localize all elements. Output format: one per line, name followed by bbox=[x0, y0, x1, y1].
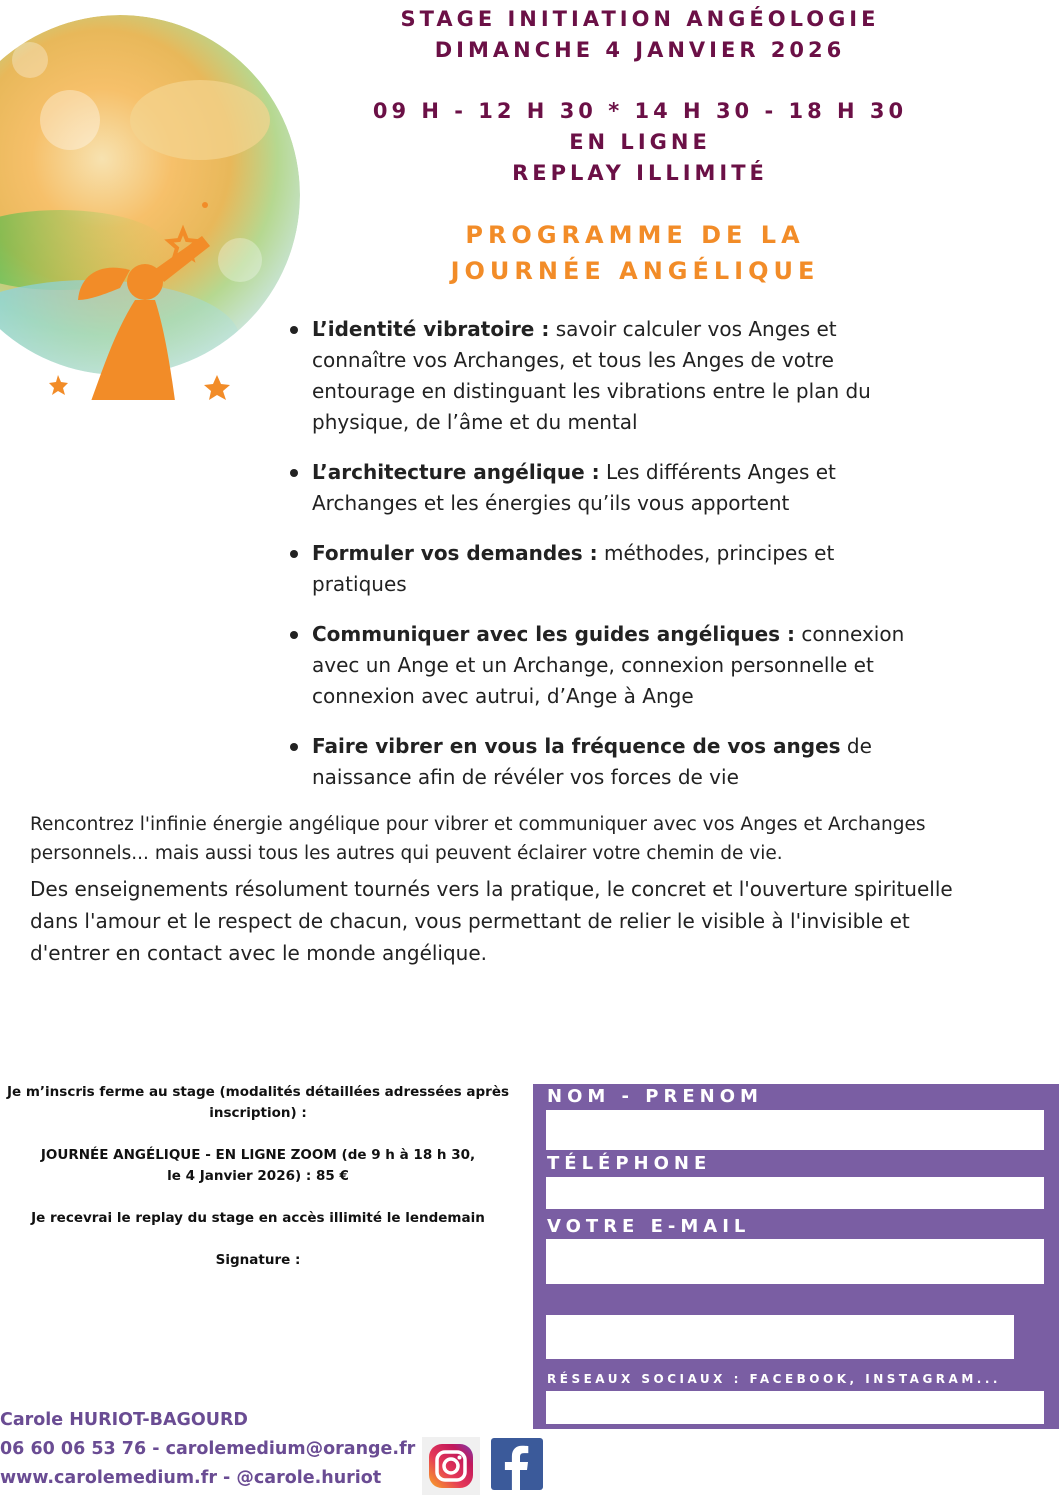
program-title-line1: PROGRAMME DE LA bbox=[465, 221, 805, 249]
event-hours: 09 H - 12 H 30 * 14 H 30 - 18 H 30 bbox=[372, 99, 908, 123]
registration-offer bbox=[0, 1145, 516, 1187]
facebook-icon[interactable] bbox=[491, 1438, 543, 1490]
contact-footer bbox=[0, 1406, 415, 1493]
signature-label: Signature : bbox=[215, 1252, 301, 1268]
registration-form bbox=[533, 1084, 1059, 1429]
list-item-text: savoir calculer vos Anges et connaître vos Archanges, et tous les Anges de votre entourage en distinguant les vibrations entre le plan du physique, de l’âme et du mental bbox=[312, 317, 871, 434]
contact-phone-email: 06 60 06 53 76 - carolemedium@orange.fr bbox=[0, 1439, 416, 1459]
phone-input[interactable] bbox=[546, 1177, 1044, 1209]
event-date: DIMANCHE 4 JANVIER 2026 bbox=[434, 38, 846, 62]
list-item-text: de naissance afin de révéler vos forces de vie bbox=[312, 734, 872, 789]
list-item bbox=[286, 457, 926, 519]
registration-offer-line2: le 4 Janvier 2026) : 85 € bbox=[167, 1168, 349, 1184]
list-item-bold: Formuler vos demandes : bbox=[312, 541, 598, 565]
social-input[interactable] bbox=[546, 1391, 1044, 1424]
intro-paragraph-2: Des enseignements résolument tournés vers la pratique, le concret et l'ouverture spirituelle dans l'amour et le respect de chacun, vous permettant de relier le visible à l'invisible et d'entrer en contact avec le monde angélique. bbox=[30, 877, 953, 965]
registration-offer-line1: JOURNÉE ANGÉLIQUE - EN LIGNE ZOOM (de 9 h à 18 h 30, bbox=[40, 1147, 476, 1163]
email-label: VOTRE E-MAIL bbox=[547, 1216, 751, 1237]
phone-label: TÉLÉPHONE bbox=[547, 1153, 712, 1174]
social-label: RÉSEAUX SOCIAUX : FACEBOOK, INSTAGRAM... bbox=[547, 1372, 1001, 1386]
event-replay: REPLAY ILLIMITÉ bbox=[512, 161, 768, 185]
list-item-bold: Faire vibrer en vous la fréquence de vos anges bbox=[312, 734, 841, 758]
instagram-icon[interactable] bbox=[422, 1437, 480, 1495]
program-title-line2: JOURNÉE ANGÉLIQUE bbox=[450, 257, 820, 285]
list-item-bold: Communiquer avec les guides angéliques : bbox=[312, 622, 796, 646]
name-label: NOM - PRENOM bbox=[547, 1086, 763, 1107]
extra-input[interactable] bbox=[546, 1315, 1014, 1359]
name-input[interactable] bbox=[546, 1110, 1044, 1150]
list-item bbox=[286, 538, 926, 600]
event-location: EN LIGNE bbox=[569, 130, 711, 154]
registration-replay: Je recevrai le replay du stage en accès illimité le lendemain bbox=[31, 1210, 485, 1226]
event-header bbox=[300, 4, 980, 189]
list-item-text: connexion avec un Ange et un Archange, connexion personnelle et connexion avec autrui, d’Ange à Ange bbox=[312, 622, 905, 708]
program-title bbox=[300, 217, 970, 289]
contact-web: www.carolemedium.fr - @carole.huriot bbox=[0, 1468, 382, 1488]
registration-intro: Je m’inscris ferme au stage (modalités détaillées adressées après inscription) : bbox=[6, 1084, 510, 1121]
angel-orb-illustration bbox=[0, 0, 300, 400]
list-item bbox=[286, 731, 926, 793]
list-item-bold: L’identité vibratoire : bbox=[312, 317, 550, 341]
contact-name: Carole HURIOT-BAGOURD bbox=[0, 1410, 248, 1430]
list-item bbox=[286, 619, 926, 712]
list-item-bold: L’architecture angélique : bbox=[312, 460, 600, 484]
registration-block bbox=[0, 1082, 516, 1292]
event-title: STAGE INITIATION ANGÉOLOGIE bbox=[400, 7, 880, 31]
angel-orb-image bbox=[0, 0, 300, 400]
list-item bbox=[286, 314, 926, 438]
list-item-text: Les différents Anges et Archanges et les énergies qu’ils vous apportent bbox=[312, 460, 836, 515]
list-item-text: méthodes, principes et pratiques bbox=[312, 541, 835, 596]
email-input[interactable] bbox=[546, 1239, 1044, 1284]
program-list bbox=[286, 314, 926, 812]
intro-paragraph-1: Rencontrez l'infinie énergie angélique pour vibrer et communiquer avec vos Anges et Archanges personnels... mais aussi tous les autres qui peuvent éclairer votre chemin de vie. bbox=[30, 814, 926, 864]
